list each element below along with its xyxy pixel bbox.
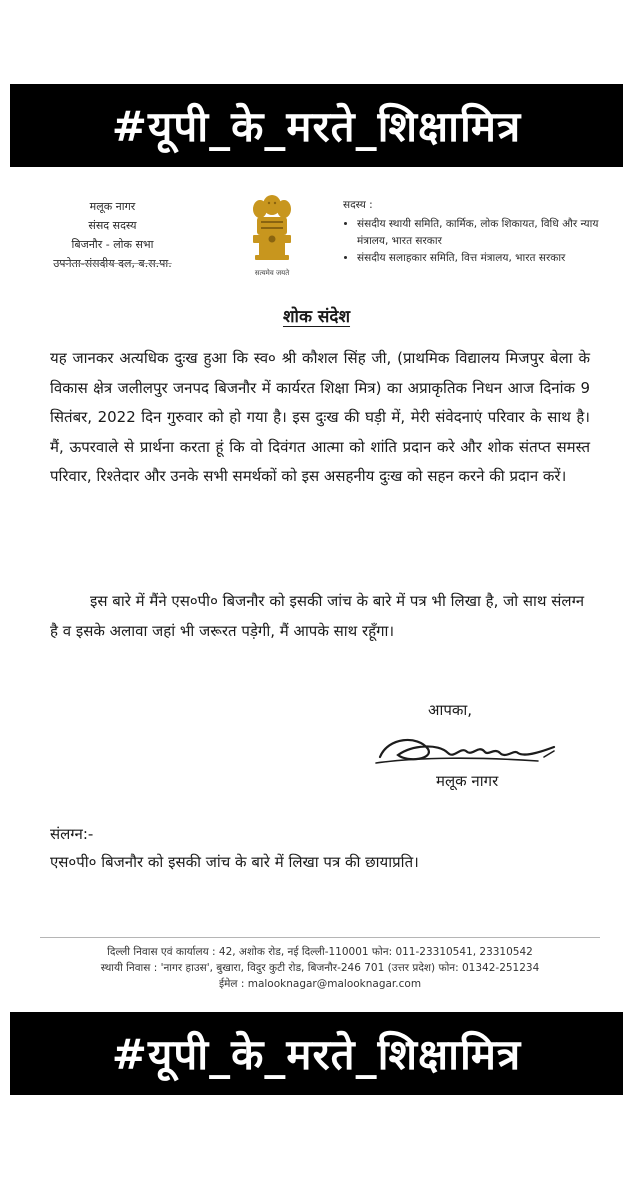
banner-text-top: #यूपी_के_मरते_शिक्षामित्र <box>111 102 522 151</box>
letter-closing: आपका, <box>428 701 473 719</box>
national-emblem-icon <box>247 191 297 263</box>
membership-item: • संसदीय स्थायी समिति, कार्मिक, लोक शिकायत, विधि और न्याय मंत्रालय, भारत सरकार <box>357 216 613 250</box>
emblem-motto: सत्यमेव जयते <box>254 269 290 277</box>
footer-email: ईमेल : malooknagar@malooknagar.com <box>218 978 422 990</box>
hashtag-banner-bottom <box>10 1012 623 1095</box>
signer-name: मलूक नागर <box>436 772 499 790</box>
footer-delhi-address: दिल्ली निवास एवं कार्यालय : 42, अशोक रोड, नई दिल्ली-110001 फोन: 011-23310541, 23310542 <box>107 946 533 958</box>
enclosure-text: एस०पी० बिजनौर को इसकी जांच के बारे में लिखा पत्र की छायाप्रति। <box>50 853 419 871</box>
hashtag-banner-top <box>10 84 623 167</box>
signature-icon <box>368 727 568 773</box>
letter-paragraph-2: इस बारे में मैंने एस०पी० बिजनौर को इसकी जांच के बारे में पत्र भी लिखा है, जो साथ संलग्न है व इसके अलावा जहां भी जरूरत पड़ेगी, मैं आपके साथ रहूँगा। <box>50 592 585 640</box>
mp-constituency: बिजनौर - लोक सभा <box>71 238 154 251</box>
banner-text-bottom: #यूपी_के_मरते_शिक्षामित्र <box>111 1030 522 1079</box>
letter-footer <box>40 937 600 992</box>
mp-designation: संसद सदस्य <box>88 219 137 232</box>
footer-permanent-address: स्थायी निवास : 'नागर हाउस', बुखारा, विदुर कुटी रोड, बिजनौर-246 701 (उत्तर प्रदेश) फोन: 01342-251234 <box>100 962 540 974</box>
mp-name: मलूक नागर <box>89 200 136 213</box>
letter-paragraph-1: यह जानकर अत्यधिक दुःख हुआ कि स्व० श्री कौशल सिंह जी, (प्राथमिक विद्यालय मिजपुर बेला के विकास क्षेत्र जलीलपुर जनपद बिजनौर में कार्यरत शिक्षा मित्र) का अप्राकृतिक निधन आज दिनांक 9 सितंबर, 2022 दिन गुरुवार को हो गया है। इस दुःख की घड़ी में, मेरी संवेदनाएं परिवार के साथ है। मैं, ऊपरवाले से प्रार्थना करता हूं कि वो दिवंगत आत्मा को शांति प्रदान करे और शोक संतप्त समस्त परिवार, रिश्तेदार और उनके सभी समर्थकों को इस असहनीय दुःख को सहन करने की प्रदान करें। <box>50 349 590 485</box>
letterhead-right <box>343 197 613 267</box>
letter-subject: शोक संदेश <box>282 307 351 327</box>
emblem-block <box>238 191 306 278</box>
letter-sheet <box>10 167 623 1012</box>
letterhead-left <box>10 197 215 273</box>
membership-item: • संसदीय सलाहकार समिति, वित्त मंत्रालय, भारत सरकार <box>357 250 613 267</box>
enclosure-label: संलग्न:- <box>50 825 94 843</box>
mp-party-role: उपनेता-संसदीय दल, ब.स.पा. <box>53 257 172 270</box>
membership-list <box>343 216 613 267</box>
membership-title: सदस्य : <box>343 199 373 211</box>
